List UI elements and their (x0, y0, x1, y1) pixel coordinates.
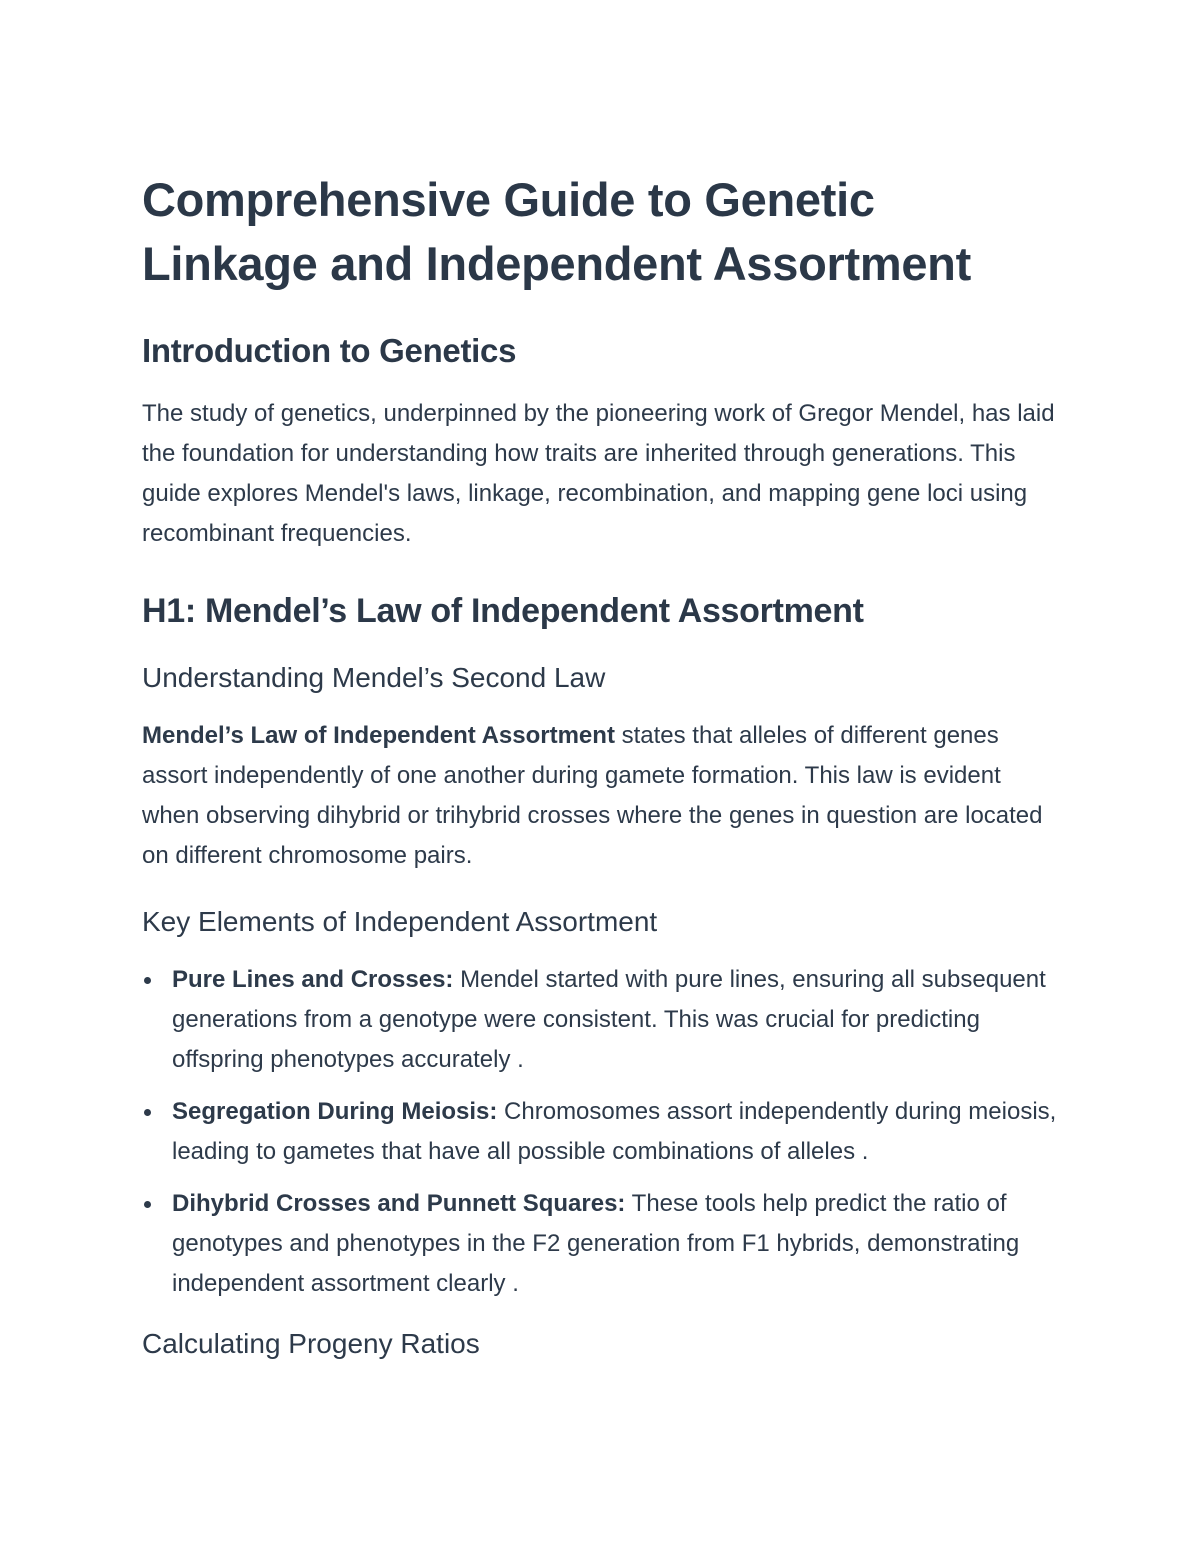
list-item (142, 1184, 1060, 1304)
list-item-text: These tools help predict the ratio of genotypes and phenotypes in the F2 generation from F1 hybrids, demonstrating independent assortment clearly . (172, 1190, 1020, 1297)
second-law-text: states that alleles of different genes assort independently of one another during gamete formation. This law is evident when observing dihybrid or trihybrid crosses where the genes in question are located on different chromosome pairs. (142, 722, 1043, 869)
bullet-icon (144, 1109, 151, 1116)
subheading-calculating-progeny: Calculating Progeny Ratios (142, 1328, 480, 1359)
list-item-text: Chromosomes assort independently during meiosis, leading to gametes that have all possible combinations of alleles . (172, 1098, 1057, 1165)
key-elements-list (142, 960, 1060, 1304)
list-item-text: Mendel started with pure lines, ensuring all subsequent generations from a genotype were consistent. This was crucial for predicting offspring phenotypes accurately . (172, 966, 1046, 1073)
intro-heading: Introduction to Genetics (142, 332, 517, 369)
list-item (142, 1092, 1060, 1172)
list-item (142, 960, 1060, 1080)
subheading-second-law: Understanding Mendel’s Second Law (142, 662, 606, 693)
list-item-label: Dihybrid Crosses and Punnett Squares: (172, 1190, 626, 1217)
document-title: Comprehensive Guide to Genetic Linkage and Independent Assortment (142, 173, 971, 290)
intro-paragraph: The study of genetics, underpinned by the pioneering work of Gregor Mendel, has laid the foundation for understanding how traits are inherited through generations. This guide explores Mendel's laws, linkage, recombination, and mapping gene loci using recombinant frequencies. (142, 400, 1055, 547)
subheading-key-elements: Key Elements of Independent Assortment (142, 906, 658, 937)
list-item-label: Pure Lines and Crosses: (172, 966, 454, 993)
bullet-icon (144, 1201, 151, 1208)
section-heading-independent-assortment: H1: Mendel’s Law of Independent Assortment (142, 592, 864, 630)
second-law-paragraph (142, 716, 1060, 876)
second-law-bold-term: Mendel’s Law of Independent Assortment (142, 722, 615, 749)
bullet-icon (144, 977, 151, 984)
list-item-label: Segregation During Meiosis: (172, 1098, 498, 1125)
